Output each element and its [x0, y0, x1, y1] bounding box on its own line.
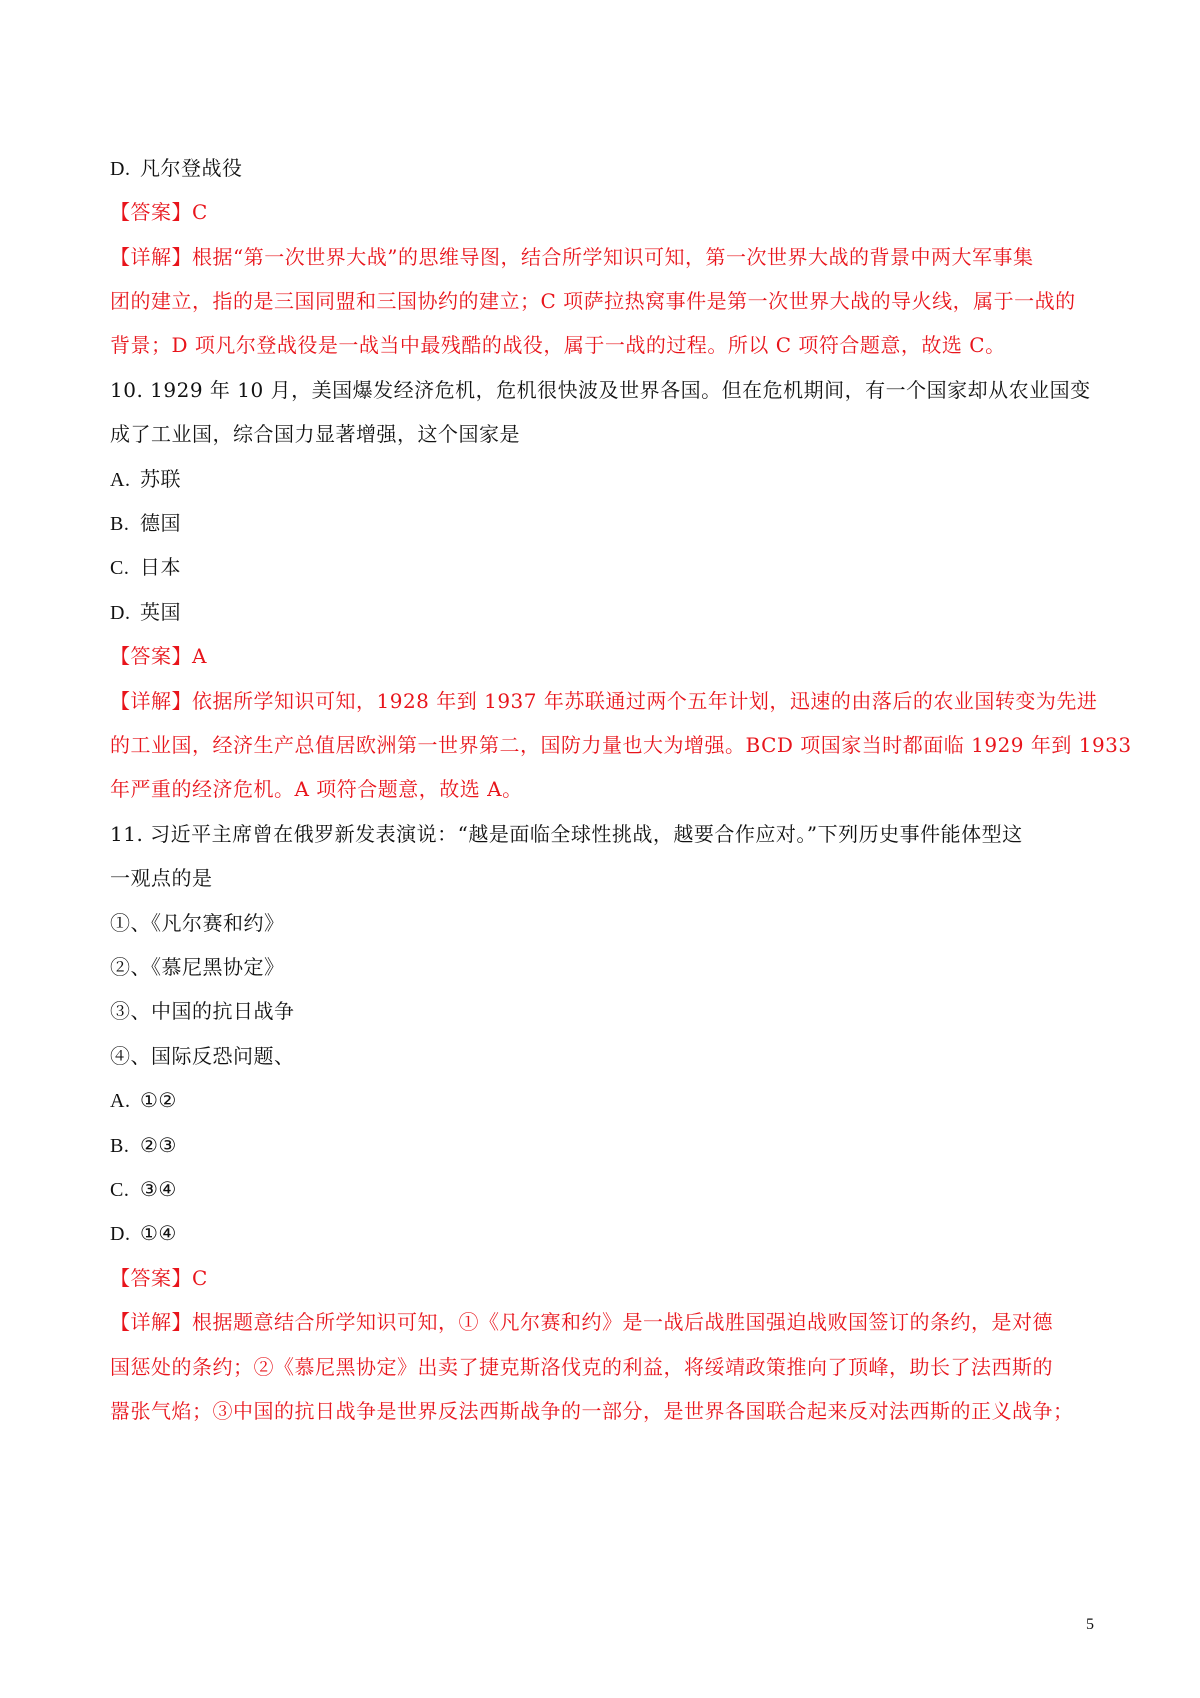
explanation-label: 【详解】	[110, 1310, 192, 1334]
answer-line	[110, 642, 1100, 670]
statement-1: ①、《凡尔赛和约》	[110, 911, 285, 935]
question-text: 成了工业国，综合国力显著增强，这个国家是	[110, 422, 520, 446]
answer-label: 【答案】	[110, 1266, 192, 1290]
option-letter: C.	[110, 557, 130, 579]
explanation-line: 嚣张气焰；③中国的抗日战争是世界反法西斯战争的一部分，是世界各国联合起来反对法西斯的正义战争；	[110, 1399, 1074, 1423]
explanation-line: 的工业国，经济生产总值居欧洲第一世界第二，国防力量也大为增强。BCD 项国家当时都面临 1929 年到 1933	[110, 733, 1132, 757]
explanation-text: 根据题意结合所学知识可知，①《凡尔赛和约》是一战后战胜国强迫战败国签订的条约，是对德	[192, 1310, 1053, 1334]
explanation-line: 团的建立，指的是三国同盟和三国协约的建立；C 项萨拉热窝事件是第一次世界大战的导火线，属于一战的	[110, 289, 1076, 313]
option-text: 德国	[140, 511, 181, 535]
answer-label: 【答案】	[110, 200, 192, 224]
option-a	[110, 465, 1100, 494]
question-text: 一观点的是	[110, 866, 213, 890]
statement-2: ②、《慕尼黑协定》	[110, 955, 285, 979]
option-text: ①④	[140, 1221, 177, 1245]
explanation-text: 根据“第一次世界大战”的思维导图，结合所学知识可知，第一次世界大战的背景中两大军事集	[192, 245, 1034, 269]
answer-line	[110, 198, 1100, 226]
question-11: 11. 习近平主席曾在俄罗新发表演说：“越是面临全球性挑战，越要合作应对。”下列历史事件能体型这	[110, 822, 1023, 846]
option-letter: B.	[110, 1135, 130, 1157]
option-text: ①②	[140, 1088, 177, 1112]
statement-3: ③、中国的抗日战争	[110, 999, 295, 1023]
option-b	[110, 1131, 1100, 1160]
option-letter: B.	[110, 513, 130, 535]
explanation-line: 国惩处的条约；②《慕尼黑协定》出卖了捷克斯洛伐克的利益，将绥靖政策推向了顶峰，助长了法西斯的	[110, 1355, 1053, 1379]
explanation-line	[110, 243, 1100, 271]
option-letter: D.	[110, 158, 131, 180]
explanation-line	[110, 687, 1100, 715]
question-10: 10. 1929 年 10 月，美国爆发经济危机，危机很快波及世界各国。但在危机期间，有一个国家却从农业国变	[110, 378, 1091, 402]
option-b	[110, 509, 1100, 538]
statement-4: ④、国际反恐问题、	[110, 1044, 295, 1068]
page-number: 5	[1086, 1616, 1094, 1633]
explanation-line: 背景；D 项凡尔登战役是一战当中最残酷的战役，属于一战的过程。所以 C 项符合题意，故选 C。	[110, 333, 1006, 357]
option-text: 英国	[140, 600, 181, 624]
option-a	[110, 1086, 1100, 1115]
answer-label: 【答案】	[110, 644, 192, 668]
answer-value: A	[192, 644, 207, 668]
option-letter: A.	[110, 1090, 131, 1112]
explanation-line	[110, 1308, 1100, 1336]
explanation-label: 【详解】	[110, 245, 192, 269]
option-text: 凡尔登战役	[140, 156, 243, 180]
option-c	[110, 553, 1100, 582]
option-text: 苏联	[140, 467, 181, 491]
option-d	[110, 154, 1100, 183]
option-letter: D.	[110, 602, 131, 624]
answer-value: C	[192, 1266, 208, 1290]
option-c	[110, 1175, 1100, 1204]
option-d	[110, 1219, 1100, 1248]
option-text: 日本	[140, 555, 181, 579]
explanation-line: 年严重的经济危机。A 项符合题意，故选 A。	[110, 777, 523, 801]
option-text: ②③	[140, 1133, 177, 1157]
explanation-text: 依据所学知识可知，1928 年到 1937 年苏联通过两个五年计划，迅速的由落后的农业国转变为先进	[192, 689, 1098, 713]
answer-line	[110, 1264, 1100, 1292]
option-letter: A.	[110, 469, 131, 491]
option-text: ③④	[140, 1177, 177, 1201]
option-letter: D.	[110, 1223, 131, 1245]
option-d	[110, 598, 1100, 627]
explanation-label: 【详解】	[110, 689, 192, 713]
answer-value: C	[192, 200, 208, 224]
option-letter: C.	[110, 1179, 130, 1201]
